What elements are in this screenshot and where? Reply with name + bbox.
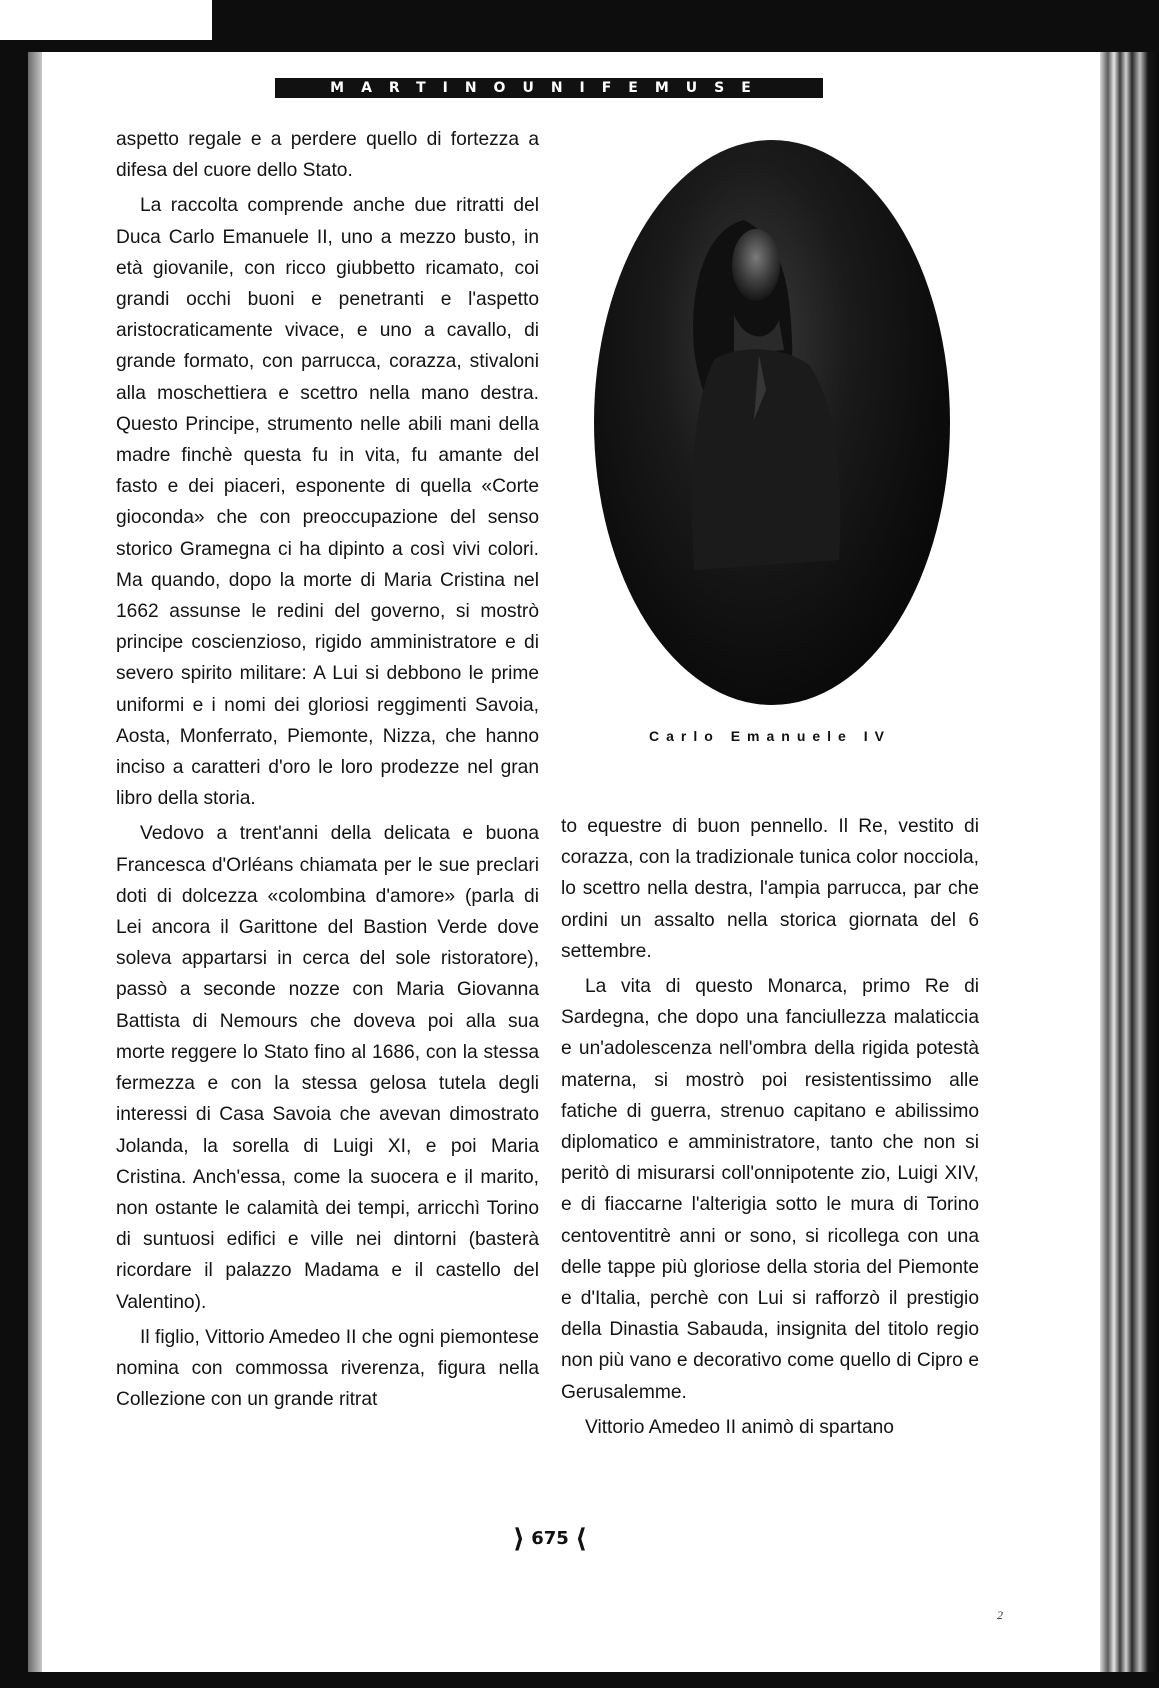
paragraph: aspetto regale e a perdere quello di fortezza a difesa del cuore dello Stato. bbox=[116, 129, 539, 182]
page-number-value: 675 bbox=[531, 1528, 569, 1549]
scan-border-notch bbox=[0, 0, 212, 40]
portrait-image bbox=[594, 140, 950, 705]
book-page-edges bbox=[1100, 52, 1159, 1688]
book-gutter bbox=[28, 52, 42, 1688]
scan-border-bottom bbox=[0, 1672, 1159, 1688]
paragraph: Vittorio Amedeo II animò di spartano bbox=[585, 1416, 894, 1438]
paragraph: to equestre di buon pennello. Il Re, vestito di corazza, con la tradizionale tunica color nocciola, lo scettro nella destra, l'ampia parrucca, par che ordini un assalto nella storica giornata del 6 settembre. bbox=[561, 816, 979, 962]
paragraph: Il figlio, Vittorio Amedeo II che ogni piemontese nomina con commossa riverenza, figura nella Collezione con un grande ritrat bbox=[116, 1326, 539, 1411]
folio-ornament-right: ⟨ bbox=[575, 1524, 587, 1554]
right-column bbox=[561, 811, 979, 1443]
portrait-figure bbox=[594, 140, 950, 705]
scan-border-left bbox=[0, 40, 28, 1688]
portrait-illustration bbox=[594, 140, 950, 705]
corner-mark: 2 bbox=[997, 1608, 1003, 1622]
folio-ornament-left: ⟩ bbox=[513, 1524, 525, 1554]
page-number bbox=[480, 1524, 620, 1554]
paragraph: La raccolta comprende anche due ritratti del Duca Carlo Emanuele II, uno a mezzo busto, in età giovanile, con ricco giubbetto ricamato, coi grandi occhi buoni e penetranti e l'aspetto aristocraticamente vivace, e uno a cavallo, di grande formato, con parrucca, corazza, stivaloni alla moschettiera e scettro nella mano destra. Questo Principe, strumento nelle abili mani della madre finchè questa fu in vita, fu amante del fasto e dei piaceri, esponente di quella «Corte gioconda» che con preoccupazione del senso storico Gramegna ci ha dipinto a così vivi colori. Ma quando, dopo la morte di Maria Cristina nel 1662 assunse le redini del governo, si mostrò principe coscienzioso, rigido amministratore e di severo spirito militare: A Lui si debbono le prime uniformi e i nomi dei gloriosi reggimenti Savoia, Aosta, Monferrato, Piemonte, Nizza, che hanno inciso a caratteri d'oro le loro prodezze nel gran libro della storia. bbox=[116, 195, 539, 810]
left-column bbox=[116, 124, 539, 1415]
portrait-caption: Carlo Emanuele IV bbox=[649, 728, 891, 744]
running-head: MARTINOUNIFEMUSE bbox=[275, 78, 823, 98]
paragraph: Vedovo a trent'anni della delicata e buona Francesca d'Orléans chiamata per le sue preclari doti di dolcezza «colombina d'amore» (parla di Lei ancora il Garittone del Bastion Verde dove soleva appartarsi in cerca del sole ristoratore), passò a seconde nozze con Maria Giovanna Battista di Nemours che doveva poi alla sua morte reggere lo Stato fino al 1686, con la stessa fermezza e con la stessa gelosa tutela degli interessi di Casa Savoia che avevan dimostrato Jolanda, la sorella di Luigi XI, e poi Maria Cristina. Anch'essa, come la suocera e il marito, non ostante le calamità dei tempi, arricchì Torino di suntuosi edifici e ville nei dintorni (basterà ricordare il palazzo Madama e il castello del Valentino). bbox=[116, 823, 539, 1313]
paragraph: La vita di questo Monarca, primo Re di Sardegna, che dopo una fanciullezza malaticcia e un'adolescenza nell'ombra della rigida potestà materna, si mostrò poi resistentissimo alle fatiche di guerra, strenuo capitano e abilissimo diplomatico e amministratore, tanto che non si peritò di misurarsi coll'onnipotente zio, Luigi XIV, e di fiaccarne l'alterigia sotto le mura di Torino centoventitrè anni or sono, si ricollega con una delle tappe più gloriose della storia del Piemonte e d'Italia, perchè con Lui si rafforzò il prestigio della Dinastia Sabauda, insignita del titolo regio non più vano e decorativo come quello di Cipro e Gerusalemme. bbox=[561, 976, 979, 1403]
